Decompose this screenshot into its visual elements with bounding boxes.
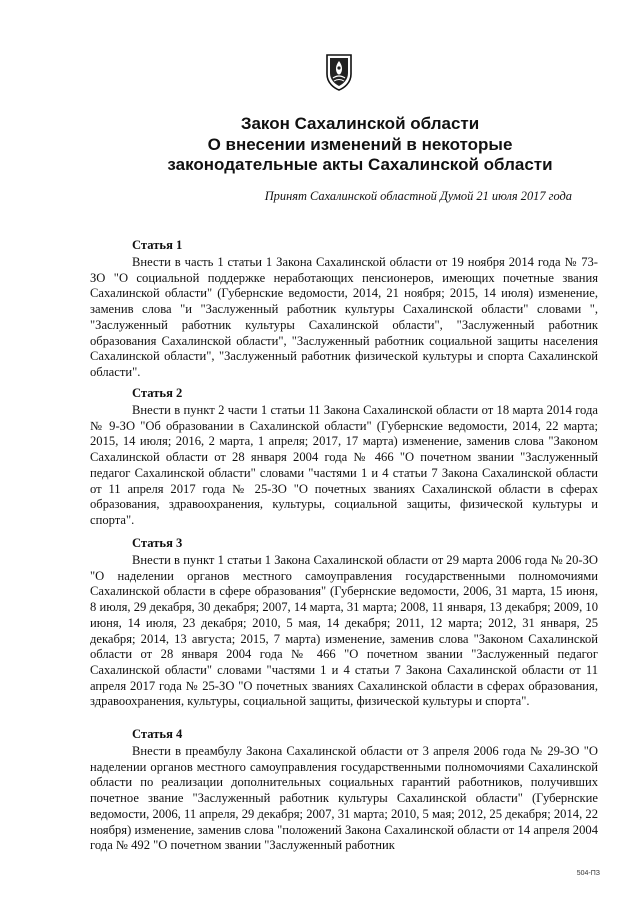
- law-subtitle-line-1: О внесении изменений в некоторые: [207, 135, 513, 154]
- article-text: Внести в пункт 2 части 1 статьи 11 Закона Сахалинской области от 18 марта 2014 года № 9-ЗО "Об образовании в Сахалинской области" (Губернские ведомости, 2014, 22 марта; 2015, 14 июля; 2016, 2 марта, 1 апреля; 2017, 17 марта) изменение, заменив слова "Законом Сахалинской области от 28 января 2004 года № 466 "О почетном звании "Заслуженный педагог Сахалинской области" словами "частями 1 и 4 статьи 7 Закона Сахалинской области от 11 апреля 2017 года № 25-ЗО "О почетных званиях Сахалинской области в сферах образования, здравоохранения, культуры, социальной защиты, физической культуры и спорта".: [90, 403, 598, 527]
- article-heading: Статья 1: [132, 238, 183, 252]
- article-heading: Статья 2: [132, 386, 183, 400]
- article-heading: Статья 3: [132, 536, 183, 550]
- coat-of-arms-emblem: [324, 52, 354, 92]
- law-subtitle-line-2: законодательные акты Сахалинской области: [167, 155, 553, 174]
- article-heading: Статья 4: [132, 727, 183, 741]
- article-text: Внести в часть 1 статьи 1 Закона Сахалинской области от 19 ноября 2014 года № 73-ЗО "О социальной поддержке неработающих пенсионеров, имеющих почетные звания Сахалинской области" (Губернские ведомости, 2014, 21 ноября; 2015, 14 июля) изменение, заменив слова "и "Заслуженный работник культуры Сахалинской области" словами ", "Заслуженный работник культуры Сахалинской области", "Заслуженный работник образования Сахалинской области", "Заслуженный работник социальной защиты населения Сахалинской области", "Заслуженный работник физической культуры и спорта Сахалинской области".: [90, 255, 598, 379]
- article-text: Внести в преамбулу Закона Сахалинской области от 3 апреля 2006 года № 29-ЗО "О наделении органов местного самоуправления государственными полномочиями Сахалинской области по реализации дополнительных социальных гарантий работников, получивших почетное звание "Заслуженный работник культуры Сахалинской области" (Губернские ведомости, 2006, 11 апреля, 29 декабря; 2007, 31 марта; 2010, 5 мая; 2012, 25 декабря; 2014, 22 ноября) изменение, заменив слова "положений Закона Сахалинской области от 14 апреля 2004 года № 492 "О почетном звании "Заслуженный работник: [90, 744, 598, 853]
- law-title: Закон Сахалинской области: [240, 114, 480, 133]
- document-code: 504-ПЗ: [576, 870, 600, 877]
- article-4: [90, 726, 598, 854]
- article-3: [90, 535, 598, 710]
- adoption-note: Принят Сахалинской областной Думой 21 июля 2017 года: [264, 189, 572, 203]
- article-2: [90, 385, 598, 529]
- article-1: [90, 237, 598, 381]
- article-text: Внести в пункт 1 статьи 1 Закона Сахалинской области от 29 марта 2006 года № 20-ЗО "О наделении органов местного самоуправления государственными полномочиями Сахалинской области в сфере образования" (Губернские ведомости, 2006, 31 марта, 15 июня, 8 июля, 29 декабря, 30 декабря; 2007, 14 марта, 31 марта; 2008, 11 января, 13 декабря; 2009, 10 июня, 14 июля, 23 декабря; 2010, 5 мая, 14 декабря; 2011, 12 марта; 2012, 31 января, 25 декабря; 2014, 13 августа; 2015, 7 марта) изменение, заменив слова "Законом Сахалинской области от 28 января 2004 года № 466 "О почетном звании "Заслуженный педагог Сахалинской области" словами "частями 1 и 4 статьи 7 Закона Сахалинской области от 11 апреля 2017 года № 25-ЗО "О почетных званиях Сахалинской области в сферах образования, здравоохранения, культуры, социальной защиты, физической культуры и спорта".: [90, 553, 598, 709]
